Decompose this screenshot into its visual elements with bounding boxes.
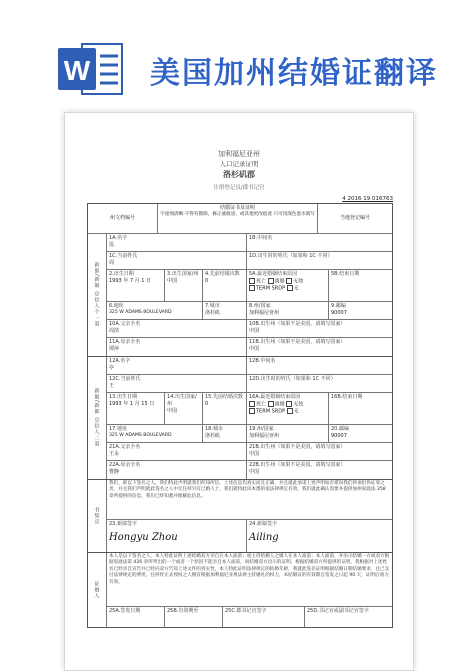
marriage-form	[87, 203, 393, 628]
label-19: 19.州/国家	[249, 426, 274, 432]
label-14: 14.出生国家/州	[167, 394, 197, 407]
label-10a: 10A.父亲全名	[109, 321, 141, 327]
label-12a: 12A.名字	[109, 358, 131, 364]
svg-text:W: W	[63, 55, 91, 86]
option-divorce: 离婚	[274, 401, 285, 408]
value-12a: 亭	[109, 364, 115, 371]
option-annul: 无效	[293, 401, 304, 408]
groom-signature: Hongyu Zhou	[109, 531, 178, 543]
label-1c: 1C.当前姓氏	[109, 253, 138, 259]
value-11b: 中国	[249, 345, 260, 352]
checkbox-icon[interactable]	[268, 401, 274, 407]
value-7: 洛杉矶	[205, 309, 221, 316]
value-11a: 谭萍	[109, 345, 120, 352]
value-21b: 中国	[249, 450, 260, 457]
label-25b: 25B.有效期至	[167, 608, 199, 614]
label-12c: 12C.当前姓氏	[109, 376, 141, 382]
label-9: 9.邮编	[331, 303, 346, 309]
certificate-page	[64, 112, 414, 671]
value-10b: 中国	[249, 327, 260, 334]
label-11b: 11B.出生州（如果不是美国，请填写国家）	[249, 339, 346, 345]
option-term: TERM SRDP	[256, 408, 286, 415]
value-19: 加利福尼亚州	[249, 432, 280, 439]
form-notice: 字迹须清晰-不得有擦除、修正液痕迹、或其他更改痕迹 只可用深色墨水填写	[160, 211, 315, 217]
label-17: 17.地址	[109, 426, 127, 432]
party-two-section	[88, 357, 392, 480]
bride-signature: Ailing	[249, 531, 279, 543]
label-18: 18.城市	[205, 426, 223, 432]
label-20: 20.邮编	[331, 426, 349, 432]
party-two-side-label: 新娘/新郎 总信人二第	[88, 357, 107, 479]
label-3: 3.出生国家/州	[167, 271, 199, 277]
label-16b: 16B.结束日期	[331, 394, 363, 400]
checkbox-icon[interactable]	[287, 285, 293, 291]
checkbox-icon[interactable]	[249, 401, 255, 407]
certificate-number: 4 2016 19 016763	[342, 196, 393, 202]
option-term: TERM SRDP	[256, 285, 286, 292]
affidavit-section	[88, 480, 392, 553]
word-doc-icon	[56, 38, 130, 98]
header-registrar: 注册登记员/郡书记官	[213, 185, 265, 191]
value-15: 0	[205, 400, 209, 407]
label-22b: 22B.出生州（如果不是美国，请填写国家）	[249, 462, 346, 468]
label-16a: 16A.最近婚姻结束原因	[249, 394, 301, 400]
banner-title: 美国加州结婚证翻译	[150, 56, 438, 91]
label-7: 7.城市	[205, 303, 220, 309]
label-25a: 25A.签发日期	[109, 608, 141, 614]
value-2: 1993 年 7 月 1 日	[109, 277, 152, 284]
label-22a: 22A.母亲全名	[109, 462, 141, 468]
checkbox-icon[interactable]	[268, 278, 274, 284]
form-top-row	[88, 204, 392, 234]
value-22b: 中国	[249, 468, 260, 475]
value-10a: 周滨	[109, 327, 120, 334]
witness-side-label: 证婚人	[88, 553, 107, 627]
party-one-section	[88, 234, 392, 357]
label-8: 8.州/国家	[249, 303, 271, 309]
label-15: 15.先前结婚次数	[205, 394, 243, 400]
state-file-number: 州文档编号	[88, 204, 158, 233]
party-one-side-label: 新郎/新娘 总信人个一第	[88, 234, 107, 356]
value-6: 325 W ADAMS BOULEVARD	[109, 309, 172, 315]
label-21a: 21A.父亲全名	[109, 444, 141, 450]
label-13: 13.出生日期	[109, 394, 137, 400]
value-22a: 曹静	[109, 468, 120, 475]
label-25d: 25D.书记官或副书记官签字	[307, 608, 369, 614]
value-14: 中国	[167, 407, 178, 414]
option-none: 无	[293, 285, 299, 292]
label-2: 2.出生日期	[109, 271, 134, 277]
value-20: 90007	[331, 432, 347, 439]
local-registration-number: 当地登记编号	[339, 215, 370, 222]
value-1a: 泓	[109, 241, 115, 248]
label-1b: 1B.中间名	[249, 235, 273, 241]
option-annul: 无效	[293, 278, 304, 285]
value-12c: 王	[109, 382, 115, 389]
5a-options	[249, 278, 326, 285]
witness-text: 本人是以下签名之人，本人特此证明上述结婚双方亲自在本人面前；或主持结婚人之婚人在本人面前；本人面前，并由示结婚一方或双方根据家庭法第 426 章所列出的一个或者一个原因不能亲自本人面前，而结婚双方出示的证明，根据结婚双方所提供的证明，我根据对上述姓名已经亲自宣告并已经向双方告知上述文件的真实性，本人特此证明法律规定的结婚年龄，我就此签名证明根据结婚日期结婚要求，且已支付法律规定的费用，任何经正式授权之人拥有根据加利福尼亚州法律主持婚礼的权力，本结婚证的有效期自签发之日起 90 天，证明后效力有效。	[109, 554, 390, 585]
checkbox-icon[interactable]	[286, 401, 292, 407]
label-10b: 10B.出生州（如果不是美国，请填写国家）	[249, 321, 346, 327]
label-1d: 1D.出生时的姓氏（如果和 1C 不同）	[249, 253, 333, 259]
checkbox-icon[interactable]	[249, 278, 255, 284]
value-1c: 周	[109, 259, 115, 266]
label-1a: 1A.名字	[109, 235, 128, 241]
label-23: 23.新郎签字	[109, 521, 137, 527]
banner	[0, 0, 474, 112]
checkbox-icon[interactable]	[286, 278, 292, 284]
value-9: 90007	[331, 309, 347, 316]
label-11a: 11A.母亲全名	[109, 339, 141, 345]
label-12b: 12B.中间名	[249, 358, 276, 364]
checkbox-icon[interactable]	[287, 408, 293, 414]
witness-section	[88, 553, 392, 627]
label-25c: 25C.郡书记官签字	[225, 608, 267, 614]
label-12d: 12D.出生时的姓氏（如果和 1C 不同）	[249, 376, 336, 382]
header-state: 加利福尼亚州	[218, 150, 260, 158]
label-5a: 5A.最近婚姻结束原因	[249, 271, 298, 277]
option-none: 无	[293, 408, 299, 415]
header-dept: 人口记录证明	[219, 160, 259, 168]
value-4: 0	[205, 277, 209, 284]
value-3: 中国	[167, 277, 178, 284]
label-4: 4.先前结婚次数	[205, 271, 240, 277]
value-8: 加利福尼亚州	[249, 309, 280, 316]
value-17: 325 W ADAMS BOULEVARD	[109, 432, 172, 438]
label-24: 24.新娘签字	[249, 521, 277, 527]
form-title: 结婚证书及证明	[219, 205, 255, 211]
label-5b: 5B.结束日期	[331, 271, 360, 277]
option-death: 死亡	[256, 401, 267, 408]
option-divorce: 离婚	[274, 278, 285, 285]
value-13: 1993 年 1 月 15 日	[109, 400, 155, 407]
checkbox-icon[interactable]	[249, 408, 255, 414]
value-21a: 王永	[109, 450, 120, 457]
value-18: 洛杉矶	[205, 432, 221, 439]
form-title-cell	[158, 204, 318, 233]
checkbox-icon[interactable]	[249, 285, 255, 291]
label-21b: 21B.出生州（如果不是美国，请填写国家）	[249, 444, 346, 450]
header-county: 洛杉矶郡	[223, 170, 255, 179]
option-death: 死亡	[256, 278, 267, 285]
affidavit-side-label: 书誓宣	[88, 480, 107, 552]
label-6: 6.地址	[109, 303, 124, 309]
affidavit-text: 我们，即以下签名之人，我们特此声明就我们所知所信，上述信息均真实而且正确，并且就此承诺上述声明如有错误我们将承担伪证罪之责，并且我们声明就此签名之人中无任何另有已婚人士，我们就特此向本郡的依法律规定有效，我们就此确认需要并提供加州家庭法 358 章所提供的信息，我们已经知悉并理解此信息。	[109, 481, 386, 499]
